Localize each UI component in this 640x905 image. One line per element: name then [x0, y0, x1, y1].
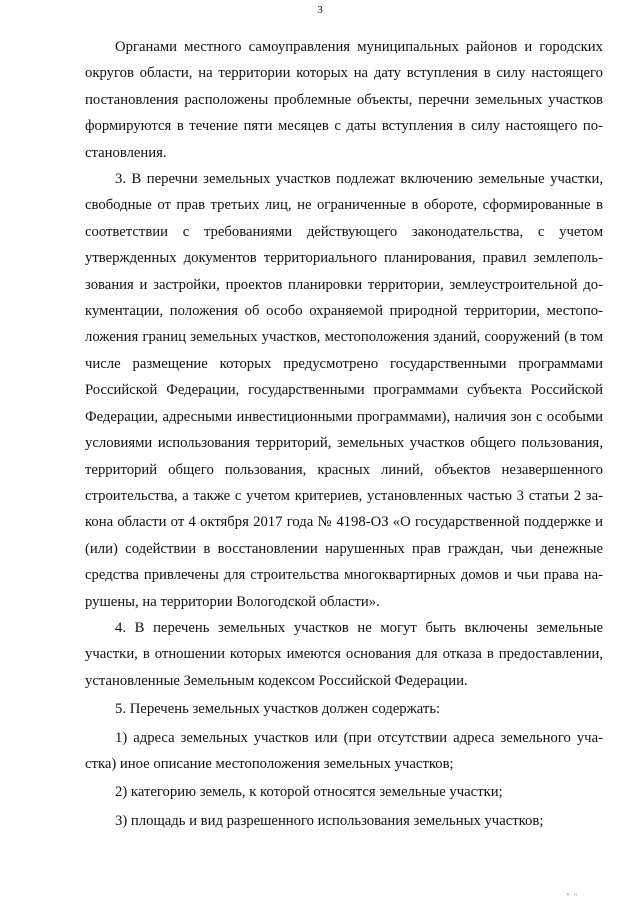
list-subitem-1: 1) адреса земельных участков или (при отсутствии адреса земельного участка) иное описание местоположения земельных участков; — [85, 729, 603, 772]
document-body — [85, 34, 603, 834]
paragraph-intro: Органами местного самоуправления муниципальных районов и городских округов области, на территории которых на дату вступления в силу настоящего постановления расположены проблемные объекты, перечни земельных участков формируются в течение пяти месяцев с даты вступления в силу настоящего постановления. — [85, 39, 603, 161]
footer-mark: " " — [566, 892, 578, 901]
paragraph-item-3: 3. В перечни земельных участков подлежат включению земельные участки, свободные от прав третьих лиц, не ограниченные в обороте, сформированные в соответствии с требованиями действующего законодательства, с учетом утвержденных документов территориального планирования, правил землепользования и застройки, проектов планировки территории, землеустроительной документации, положения об особо охраняемой природной территории, местоположения границ земельных участков, местоположения зданий, сооружений (в том числе размещение которых предусмотрено государственными программами Российской Федерации, государственными программами субъекта Российской Федерации, адресными инвестиционными программами), наличия зон с особыми условиями использования территорий, земельных участков общего пользования, территорий общего пользования, красных линий, объектов незавершенного строительства, а также с учетом критериев, установленных частью 3 статьи 2 закона области от 4 октября 2017 года № 4198-ОЗ «О государственной поддержке и (или) содействии в восстановлении нарушенных прав граждан, чьи денежные средства привлечены для строительства многоквартирных домов и чьи права нарушены, на территории Вологодской области». — [85, 171, 603, 610]
paragraph-item-5: 5. Перечень земельных участков должен содержать: — [115, 701, 441, 718]
page-number: 3 — [317, 4, 323, 16]
paragraph-item-4: 4. В перечень земельных участков не могут быть включены земельные участки, в отношении которых имеются основания для отказа в предоставлении, установленные Земельным кодексом Российской Федерации. — [85, 619, 603, 689]
list-subitem-2: 2) категорию земель, к которой относятся земельные участки; — [115, 784, 503, 801]
list-subitem-3: 3) площадь и вид разрешенного использования земельных участков; — [115, 812, 544, 829]
